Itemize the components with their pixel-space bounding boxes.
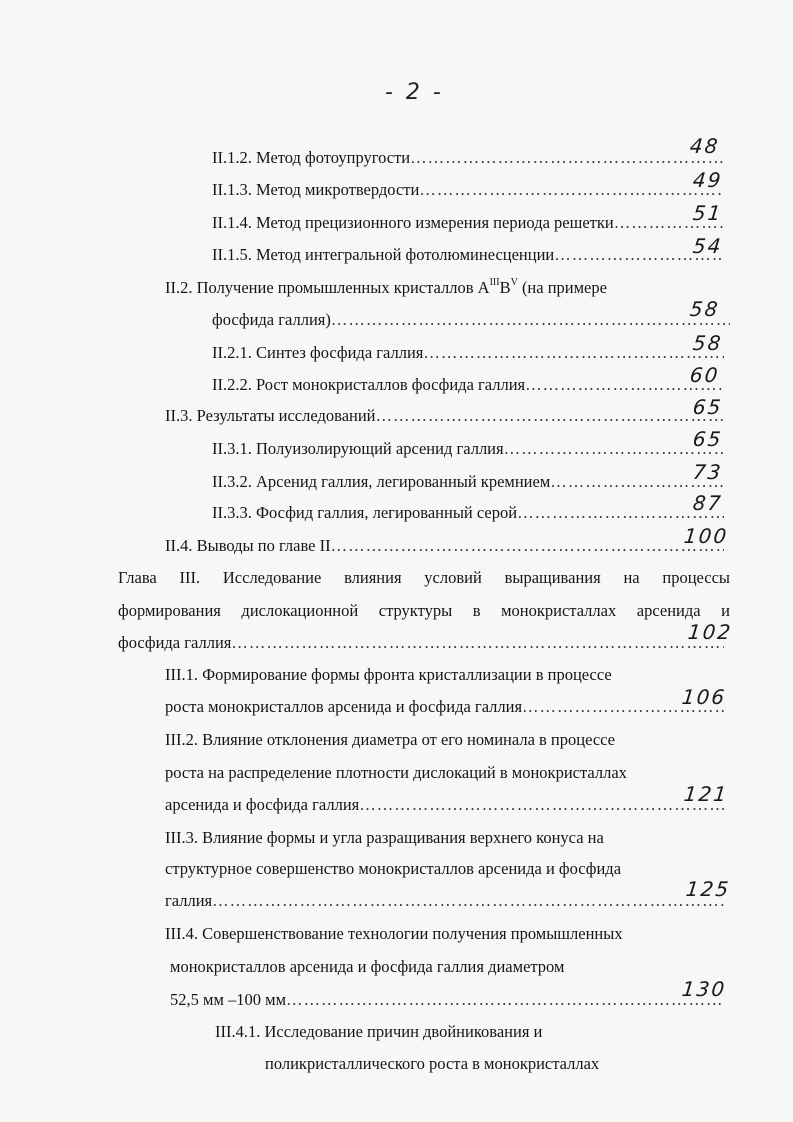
toc-entry-page: 106	[680, 685, 728, 709]
toc-entry-title: III.4.1. Исследование причин двойникования и	[215, 1022, 543, 1041]
toc-entry-title: роста на распределение плотности дислокаций в монокристаллах	[165, 763, 627, 782]
toc-entry-page: 51	[691, 201, 724, 225]
toc-entry-page: 87	[691, 491, 724, 515]
toc-entry-title: II.2.2. Рост монокристаллов фосфида галлия	[212, 375, 526, 394]
toc-entry	[212, 343, 724, 363]
toc-entry-page: 48	[688, 134, 721, 158]
toc-entry	[118, 633, 724, 653]
leader-dots	[376, 406, 724, 426]
toc-entry-page: 60	[688, 363, 721, 387]
toc-entry-page: 49	[691, 168, 724, 192]
toc-entry	[212, 148, 724, 168]
toc-entry-title: III.2. Влияние отклонения диаметра от его номинала в процессе	[165, 730, 615, 749]
leader-dots	[419, 180, 724, 200]
toc-entry	[212, 375, 724, 395]
leader-dots	[410, 148, 724, 168]
toc-entry-page: 73	[691, 460, 724, 484]
toc-entry-page: 65	[691, 427, 724, 451]
toc-entry-page: 100	[682, 524, 730, 548]
toc-entry-title: II.1.4. Метод прецизионного измерения периода решетки	[212, 213, 614, 232]
toc-entry-page: 58	[688, 297, 721, 321]
toc-entry-title: III.3. Влияние формы и угла разращивания верхнего конуса на	[165, 828, 604, 847]
toc-entry-title: арсенида и фосфида галлия	[165, 795, 360, 814]
leader-dots	[286, 990, 724, 1010]
chapter-heading: формирования дислокационной структуры в монокристаллах арсенида и	[118, 601, 730, 620]
toc-entry-title: II.1.5. Метод интегральной фотолюминесценции	[212, 245, 555, 264]
toc-entry-title: II.3.2. Арсенид галлия, легированный кремнием	[212, 472, 551, 491]
toc-entry-page: 102	[686, 620, 734, 644]
toc-entry-page: 130	[680, 977, 728, 1001]
leader-dots	[331, 310, 730, 330]
toc-entry-title: II.2. Получение промышленных кристаллов $A^{III}B^V$ (на примере	[165, 278, 607, 297]
toc-entry-title: III.1. Формирование формы фронта кристаллизации в процессе	[165, 665, 612, 684]
toc-entry-title: поликристаллического роста в монокристаллах	[265, 1054, 600, 1073]
chapter-heading: Глава III. Исследование влияния условий выращивания на процессы	[118, 568, 730, 587]
toc-entry-title: структурное совершенство монокристаллов арсенида и фосфида	[165, 859, 622, 878]
toc-entry-title: 52,5 мм –100 мм	[170, 990, 287, 1009]
toc-entry-title: монокристаллов арсенида и фосфида галлия диаметром	[170, 957, 565, 976]
toc-entry	[165, 536, 724, 556]
leader-dots	[423, 343, 724, 363]
toc-entry	[212, 213, 724, 233]
toc-entry	[212, 439, 724, 459]
toc-entry-title: III.4. Совершенствование технологии получения промышленных	[165, 924, 623, 943]
toc-entry-title: II.2.1. Синтез фосфида галлия	[212, 343, 424, 362]
toc-entry	[165, 795, 724, 815]
leader-dots	[231, 633, 724, 653]
toc-entry	[212, 472, 724, 492]
toc-entry-title: фосфида галлия)	[212, 310, 331, 329]
toc-entry-title: II.4. Выводы по главе II	[165, 536, 331, 555]
toc-entry-page: 58	[691, 331, 724, 355]
toc-entry	[212, 245, 724, 265]
toc-entry-title: II.3. Результаты исследований	[165, 406, 376, 425]
toc-entry-title: II.3.3. Фосфид галлия, легированный серой	[212, 503, 518, 522]
toc-entry	[212, 310, 730, 330]
toc-entry	[165, 891, 724, 911]
toc-entry	[170, 990, 724, 1010]
toc-entry	[212, 180, 724, 200]
toc-entry	[165, 697, 724, 717]
toc-entry-title: II.1.3. Метод микротвердости	[212, 180, 420, 199]
toc-entry-page: 125	[684, 877, 732, 901]
toc-entry-title: II.3.1. Полуизолирующий арсенид галлия	[212, 439, 504, 458]
leader-dots	[331, 536, 724, 556]
leader-dots	[212, 891, 724, 911]
toc-entry-title: роста монокристаллов арсенида и фосфида галлия	[165, 697, 523, 716]
toc-entry-title: галлия	[165, 891, 213, 910]
leader-dots	[359, 795, 724, 815]
page-number: - 2 -	[385, 80, 444, 105]
toc-entry-page: 54	[691, 234, 724, 258]
toc-entry-title: фосфида галлия	[118, 633, 232, 652]
toc-entry-title: II.1.2. Метод фотоупругости	[212, 148, 411, 167]
toc-entry-page: 121	[682, 782, 730, 806]
toc-entry	[165, 406, 724, 426]
toc-entry-page: 65	[691, 395, 724, 419]
toc-entry	[212, 503, 724, 523]
